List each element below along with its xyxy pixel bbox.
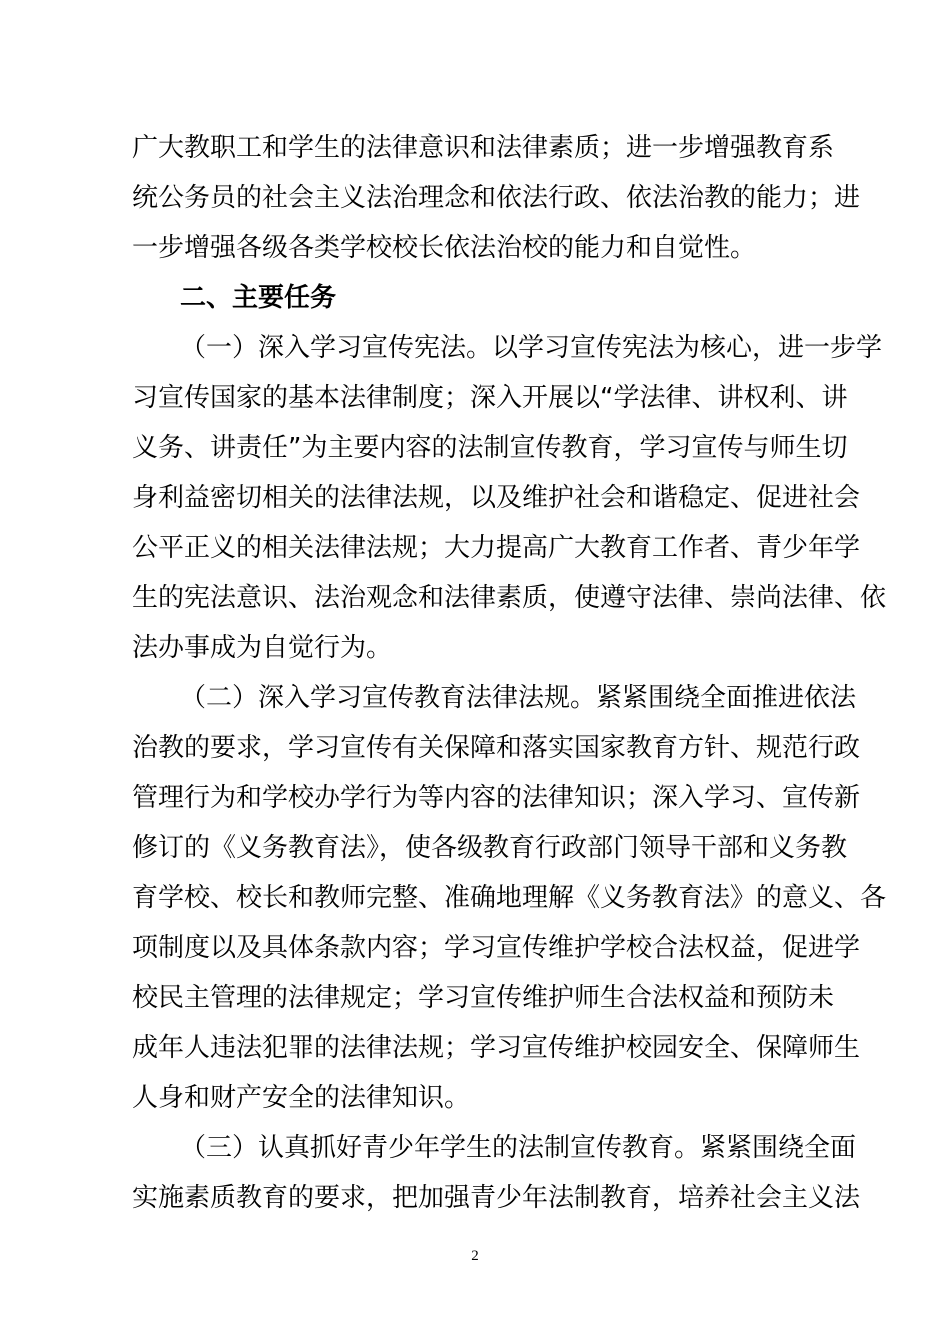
text-line-16: 育学校、校长和教师完整、准确地理解《义务教育法》的意义、各: [132, 883, 887, 913]
text-line-8: 身利益密切相关的法律法规，以及维护社会和谐稳定、促进社会: [132, 483, 861, 513]
text-line-9: 公平正义的相关法律法规；大力提高广大教育工作者、青少年学: [132, 533, 861, 563]
text-line-17: 项制度以及具体条款内容；学习宣传维护学校合法权益，促进学: [132, 933, 861, 963]
text-line-18: 校民主管理的法律规定；学习宣传维护师生合法权益和预防未: [132, 983, 835, 1013]
text-line-14: 管理行为和学校办学行为等内容的法律知识；深入学习、宣传新: [132, 783, 861, 813]
text-line-22: 实施素质教育的要求，把加强青少年法制教育，培养社会主义法: [132, 1183, 861, 1213]
text-line-7: 义务、讲责任”为主要内容的法制宣传教育，学习宣传与师生切: [132, 433, 848, 463]
text-line-6: 习宣传国家的基本法律制度；深入开展以“学法律、讲权利、讲: [132, 383, 848, 413]
text-line-1: 广大教职工和学生的法律意识和法律素质；进一步增强教育系: [132, 133, 835, 163]
text-line-11: 法办事成为自觉行为。: [132, 633, 393, 663]
section-heading: 二、主要任务: [180, 283, 337, 313]
text-line-19: 成年人违法犯罪的法律法规；学习宣传维护校园安全、保障师生: [132, 1033, 861, 1063]
page-number: 2: [471, 1248, 479, 1264]
text-line-21: （三）认真抓好青少年学生的法制宣传教育。紧紧围绕全面: [180, 1133, 857, 1163]
text-line-20: 人身和财产安全的法律知识。: [132, 1083, 471, 1113]
text-line-15: 修订的《义务教育法》，使各级教育行政部门领导干部和义务教: [132, 833, 848, 863]
text-line-13: 治教的要求，学习宣传有关保障和落实国家教育方针、规范行政: [132, 733, 861, 763]
text-line-10: 生的宪法意识、法治观念和法律素质，使遵守法律、崇尚法律、依: [132, 583, 887, 613]
text-line-2: 统公务员的社会主义法治理念和依法行政、依法治教的能力；进: [132, 183, 861, 213]
text-line-5: （一）深入学习宣传宪法。以学习宣传宪法为核心，进一步学: [180, 333, 883, 363]
text-line-3: 一步增强各级各类学校校长依法治校的能力和自觉性。: [132, 233, 757, 263]
text-line-12: （二）深入学习宣传教育法律法规。紧紧围绕全面推进依法: [180, 683, 857, 713]
